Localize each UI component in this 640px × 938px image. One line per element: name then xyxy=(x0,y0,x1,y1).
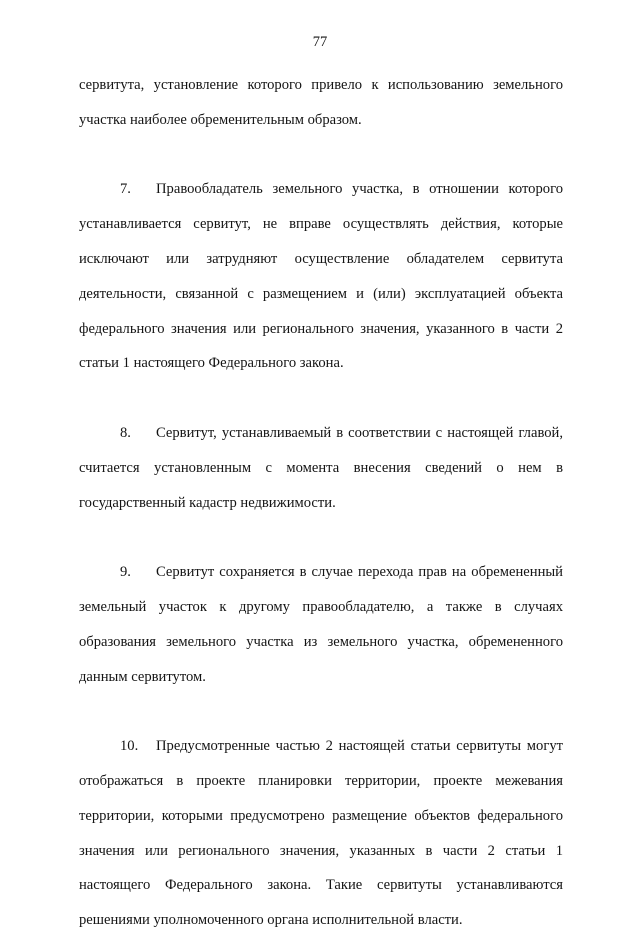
paragraph-number: 10. xyxy=(120,738,139,755)
paragraph-8 xyxy=(79,416,563,520)
paragraph-9 xyxy=(79,555,563,694)
paragraph-7 xyxy=(79,172,563,381)
paragraph-text: Предусмотренные частью 2 настоящей статьи сервитуты могут отображаться в проекте планировки территории, проекте межевания территории, которыми предусмотрено размещение объектов федерального значения или регионального значения, указанных в части 2 статьи 1 настоящего Федерального закона. Такие сервитуты устанавливаются решениями уполномоченного органа исполнительной власти. xyxy=(79,738,563,929)
document-body xyxy=(79,68,563,938)
paragraph-number: 9. xyxy=(120,564,131,581)
paragraph-number: 7. xyxy=(120,181,131,198)
paragraph-10 xyxy=(79,729,563,938)
paragraph-number: 8. xyxy=(120,424,131,441)
paragraph-text: Правообладатель земельного участка, в отношении которого устанавливается сервитут, не вправе осуществлять действия, которые исключают или затрудняют осуществление обладателем сервитута деятельности, связанной с размещением и (или) эксплуатацией объекта федерального значения или регионального значения, указанного в части 2 статьи 1 настоящего Федерального закона. xyxy=(79,181,563,372)
paragraph-continuation xyxy=(79,68,563,138)
page-number: 77 xyxy=(312,34,328,50)
paragraph-text: сервитута, установление которого привело к использованию земельного участка наиболее обременительным образом. xyxy=(79,77,563,128)
paragraph-text: Сервитут, устанавливаемый в соответствии с настоящей главой, считается установленным с момента внесения сведений о нем в государственный кадастр недвижимости. xyxy=(79,424,563,511)
paragraph-text: Сервитут сохраняется в случае перехода прав на обремененный земельный участок к другому правообладателю, а также в случаях образования земельного участка из земельного участка, обремененного данным сервитутом. xyxy=(79,564,563,685)
